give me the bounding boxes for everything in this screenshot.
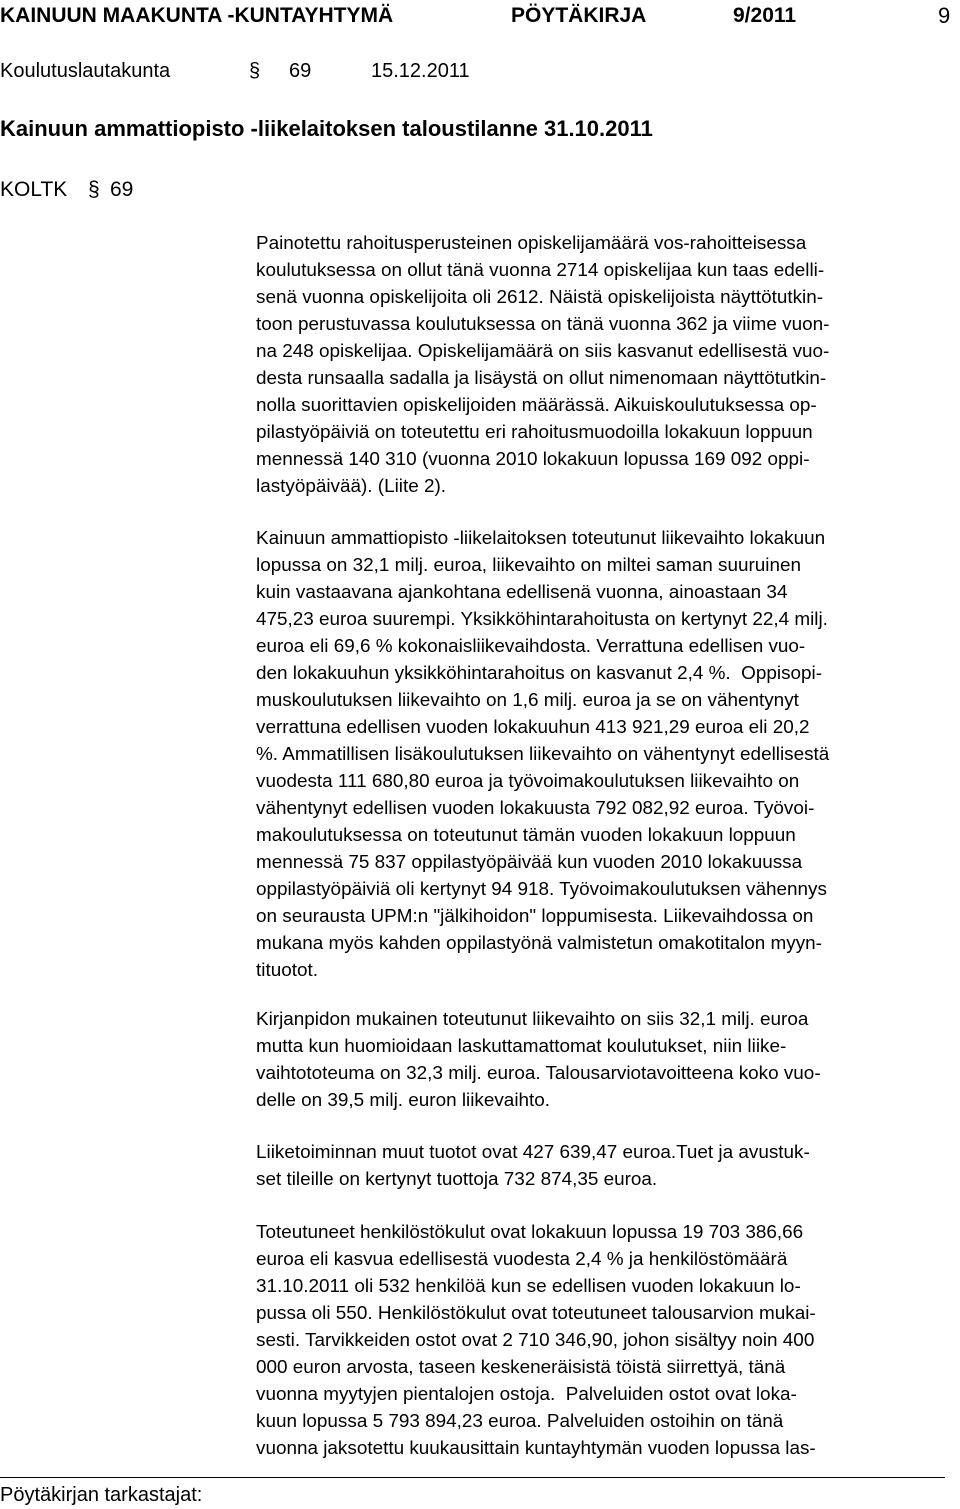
footer-divider	[0, 1477, 945, 1478]
koltk-label: KOLTK	[0, 178, 68, 201]
agenda-title: Kainuun ammattiopisto -liikelaitoksen taloustilanne 31.10.2011	[0, 116, 653, 141]
organization-name: KAINUUN MAAKUNTA -KUNTAYHTYMÄ	[0, 4, 394, 27]
koltk-section-symbol: §	[88, 178, 100, 201]
text-line: makoulutuksessa on toteutunut tämän vuoden lokakuun loppuun	[256, 825, 796, 846]
text-line: Kirjanpidon mukainen toteutunut liikevaihto on siis 32,1 milj. euroa	[256, 1009, 809, 1030]
text-line: mennessä 75 837 oppilastyöpäivää kun vuoden 2010 lokakuussa	[256, 852, 803, 873]
text-line: senä vuonna opiskelijoita oli 2612. Näistä opiskelijoista näyttötutkin-	[256, 287, 824, 308]
text-line: Kainuun ammattiopisto -liikelaitoksen toteutunut liikevaihto lokakuun	[256, 528, 826, 549]
text-line: sesti. Tarvikkeiden ostot ovat 2 710 346,90, johon sisältyy noin 400	[256, 1330, 815, 1351]
text-line: vuonna jaksotettu kuukausittain kuntayhtymän vuoden lopussa las-	[256, 1438, 816, 1459]
document-number: 9/2011	[733, 4, 797, 27]
text-line: Painotettu rahoitusperusteinen opiskelijamäärä vos-rahoitteisessa	[256, 233, 807, 254]
text-line: lastyöpäivää). (Liite 2).	[256, 476, 447, 497]
text-line: nolla suorittavien opiskelijoiden määrässä. Aikuiskoulutuksessa op-	[256, 395, 817, 416]
text-line: delle on 39,5 milj. euron liikevaihto.	[256, 1090, 551, 1111]
meeting-date: 15.12.2011	[371, 60, 470, 82]
text-line: vuonna myytyjen pientalojen ostoja. Palveluiden ostot ovat loka-	[256, 1384, 797, 1405]
text-line: toon perustuvassa koulutuksessa on tänä vuonna 362 ja viime vuon-	[256, 314, 830, 335]
text-line: Toteutuneet henkilöstökulut ovat lokakuun lopussa 19 703 386,66	[256, 1222, 804, 1243]
footer-reviewers-label: Pöytäkirjan tarkastajat:	[0, 1484, 203, 1506]
text-line: tituotot.	[256, 960, 318, 981]
text-line: mutta kun huomioidaan laskuttamattomat koulutukset, niin liike-	[256, 1036, 787, 1057]
text-line: na 248 opiskelijaa. Opiskelijamäärä on siis kasvanut edellisestä vuo-	[256, 341, 830, 362]
text-line: mennessä 140 310 (vuonna 2010 lokakuun lopussa 169 092 oppi-	[256, 449, 810, 470]
committee-name: Koulutuslautakunta	[0, 60, 171, 82]
section-symbol: §	[249, 60, 261, 82]
text-line: muskoulutuksen liikevaihto on 1,6 milj. euroa ja se on vähentynyt	[256, 690, 799, 711]
paragraph-revenue	[256, 525, 956, 984]
text-line: euroa eli kasvua edellisestä vuodesta 2,4 % ja henkilöstömäärä	[256, 1249, 788, 1270]
text-line: verrattuna edellisen vuoden lokakuuhun 413 921,29 euroa eli 20,2	[256, 717, 810, 738]
text-line: euroa eli 69,6 % kokonaisliikevaihdosta. Verrattuna edellisen vuo-	[256, 636, 806, 657]
text-line: pilastyöpäiviä on toteutettu eri rahoitusmuodoilla lokakuun loppuun	[256, 422, 813, 443]
page-number: 9	[938, 3, 951, 28]
text-line: vähentynyt edellisen vuoden lokakuusta 792 082,92 euroa. Työvoi-	[256, 798, 815, 819]
text-line: lopussa on 32,1 milj. euroa, liikevaihto on miltei saman suuruinen	[256, 555, 801, 576]
koltk-number: 69	[110, 178, 134, 201]
text-line: kuun lopussa 5 793 894,23 euroa. Palveluiden ostoihin on tänä	[256, 1411, 784, 1432]
text-line: pussa oli 550. Henkilöstökulut ovat toteutuneet talousarvion mukai-	[256, 1303, 816, 1324]
paragraph-bookkeeping	[256, 1006, 956, 1114]
text-line: den lokakuuhun yksikköhintarahoitus on kasvanut 2,4 %. Oppisopi-	[256, 663, 823, 684]
text-line: 31.10.2011 oli 532 henkilöä kun se edellisen vuoden lokakuun lo-	[256, 1276, 801, 1297]
text-line: %. Ammatillisen lisäkoulutuksen liikevaihto on vähentynyt edellisestä	[256, 744, 830, 765]
text-line: kuin vastaavana ajankohtana edellisenä vuonna, ainoastaan 34	[256, 582, 788, 603]
document-type: PÖYTÄKIRJA	[511, 4, 647, 27]
text-line: 000 euron arvosta, taseen keskeneräisistä töistä siirrettyä, tänä	[256, 1357, 786, 1378]
section-number: 69	[289, 60, 312, 82]
text-line: set tileille on kertynyt tuottoja 732 874,35 euroa.	[256, 1169, 658, 1190]
text-line: vaihtototeuma on 32,3 milj. euroa. Talousarviotavoitteena koko vuo-	[256, 1063, 821, 1084]
text-line: Liiketoiminnan muut tuotot ovat 427 639,47 euroa.Tuet ja avustuk-	[256, 1142, 810, 1163]
paragraph-personnel-costs	[256, 1219, 956, 1462]
paragraph-other-income	[256, 1139, 956, 1193]
text-line: oppilastyöpäiviä oli kertynyt 94 918. Työvoimakoulutuksen vähennys	[256, 879, 827, 900]
text-line: desta runsaalla sadalla ja lisäystä on ollut nimenomaan näyttötutkin-	[256, 368, 827, 389]
text-line: mukana myös kahden oppilastyönä valmistetun omakotitalon myyn-	[256, 933, 822, 954]
text-line: koulutuksessa on ollut tänä vuonna 2714 opiskelijaa kun taas edelli-	[256, 260, 825, 281]
text-line: 475,23 euroa suurempi. Yksikköhintarahoitusta on kertynyt 22,4 milj.	[256, 609, 828, 630]
text-line: on seurausta UPM:n "jälkihoidon" loppumisesta. Liikevaihdossa on	[256, 906, 814, 927]
text-line: vuodesta 111 680,80 euroa ja työvoimakoulutuksen liikevaihto on	[256, 771, 800, 792]
paragraph-enrollment	[256, 230, 956, 500]
